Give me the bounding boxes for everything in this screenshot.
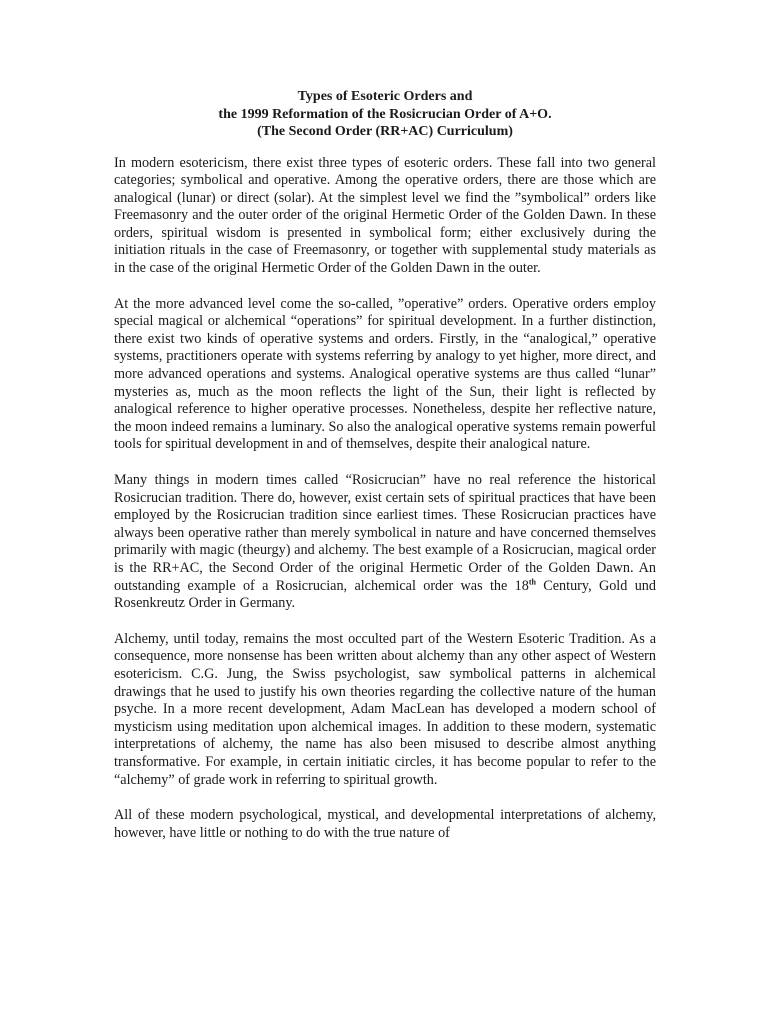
document-page [114,88,656,860]
paragraph-2: At the more advanced level come the so-called, ”operative” orders. Operative orders employ special magical or alchemical “operations” for spiritual development. In a further distinction, there exist two kinds of operative systems and orders. Firstly, in the “analogical,” operative systems, practitioners operate with systems referring by analogy to yet higher, more direct, and more advanced operations and systems. Analogical operative systems are thus called “lunar” mysteries as, much as the moon reflects the light of the Sun, their light is reflected by analogical reference to higher operative processes. Nonetheless, despite her reflective nature, the moon indeed remains a luminary. So also the analogical operative systems remain powerful tools for spiritual development in and of themselves, despite their analogical nature. [114,295,656,453]
title-line-2: the 1999 Reformation of the Rosicrucian Order of A+O. [218,106,552,122]
paragraph-4: Alchemy, until today, remains the most occulted part of the Western Esoteric Tradition. As a consequence, more nonsense has been written about alchemy than any other aspect of Western esotericism. C.G. Jung, the Swiss psychologist, saw symbolical patterns in alchemical drawings that he used to justify his own theories regarding the collective nature of the human psyche. In a more recent development, Adam MacLean has developed a modern school of mysticism using meditation upon alchemical images. In addition to these modern, systematic interpretations of alchemy, the name has also been misused to describe almost anything transformative. For example, in certain initiatic circles, it has become popular to refer to the “alchemy” of grade work in referring to spiritual growth. [114,630,656,788]
ordinal-superscript: th [528,576,536,586]
title-line-1: Types of Esoteric Orders and [297,89,473,104]
paragraph-3-end: Century, Gold und Rosenkreutz Order in Germany. [114,577,656,612]
title-line-3: (The Second Order (RR+AC) Curriculum) [257,124,513,139]
paragraph-3 [114,472,656,613]
paragraph-1: In modern esotericism, there exist three types of esoteric orders. These fall into two general categories; symbolical and operative. Among the operative orders, there are those which are analogical (lunar) or direct (solar). At the simplest level we find the ”symbolical” orders like Freemasonry and the outer order of the original Hermetic Order of the Golden Dawn. In these orders, spiritual wisdom is presented in symbolical form; either exclusively during the initiation rituals in the case of Freemasonry, or together with supplemental study materials as in the case of the original Hermetic Order of the Golden Dawn in the outer. [114,154,656,277]
page-title [114,88,656,141]
paragraph-5: All of these modern psychological, mystical, and developmental interpretations of alchemy, however, have little or nothing to do with the true nature of [114,807,656,841]
paragraph-3-main: Many things in modern times called “Rosicrucian” have no real reference the historical Rosicrucian tradition. There do, however, exist certain sets of spiritual practices that have been employed by the Rosicrucian tradition since earliest times. These Rosicrucian practices have always been operative rather than merely symbolical in nature and have concerned themselves primarily with magic (theurgy) and alchemy. The best example of a Rosicrucian, magical order is the RR+AC, the Second Order of the original Hermetic Order of the Golden Dawn. An outstanding example of a Rosicrucian, alchemical order was the 18 [114,472,656,594]
